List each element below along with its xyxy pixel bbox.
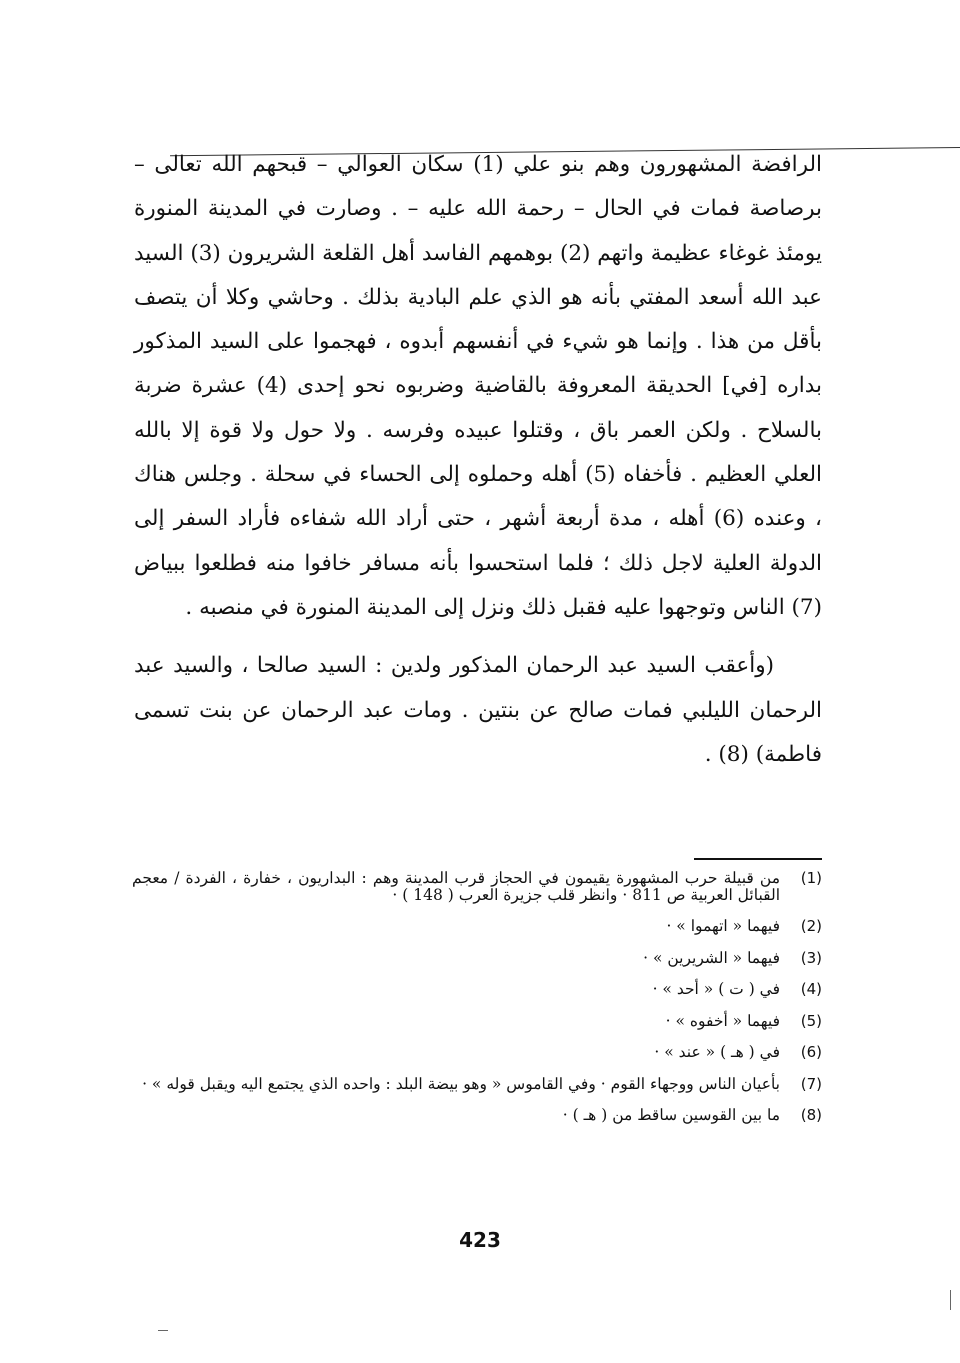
- footnote-text: بأعيان الناس ووجهاء القوم · وفي القاموس « وهو بيضة البلد : واحده الذي يجتمع اليه ويقبل قوله » ·: [142, 1074, 780, 1093]
- paragraph-1: الرافضة المشهورون وهم بنو علي (1) سكان العوالي – قبحهم الله تعالى – برصاصة فمات في الحال – رحمة الله عليه – . وصارت في المدينة المنورة يومئذ غوغاء عظيمة واتهم (2) بوهمهم الفاسد أهل القلعة الشريرون (3) السيد عبد الله أسعد المفتي بأنه هو الذي علم البادية بذلك . وحاشي وكلا أن يتصف بأقل من هذا . وإنما هو شيء في أنفسهم أبدوه ، فهجموا على السيد المذكور بداره [في] الحديقة المعروفة بالقاضية وضربوه نحو إحدى (4) عشرة ضربة بالسلاح . ولكن العمر باق ، وقتلوا عبيده وفرسه . ولا حول ولا قوة إلا بالله العلي العظيم . فأخفاه (5) أهله وحملوه إلى الحساء في سحلة . وجلس هناك ، وعنده (6) أهله ، مدة أربعة أشهر ، حتى أراد الله شفاءه فأراد السفر إلى الدولة العلية لاجل ذلك ؛ فلما استحسوا بأنه مسافر خافوا منه فطلعوا ببياض (7) الناس وتوجهوا عليه فقبل ذلك ونزل إلى المدينة المنورة في منصبه .: [134, 152, 822, 620]
- footnote-6: [132, 1044, 822, 1061]
- paragraph-2: (وأعقب السيد عبد الرحمان المذكور ولدين : السيد صالحا ، والسيد عبد الرحمان الليلبي فمات صالح عن بنتين . ومات عبد الرحمان عن بنت تسمى فاطمة) (8) .: [134, 653, 822, 767]
- scan-edge-mark: [950, 1290, 951, 1310]
- footnote-separator: [694, 858, 822, 860]
- footnote-text: فيهما « اتهموا » ·: [666, 917, 780, 935]
- footnote-2: [132, 918, 822, 935]
- footnote-5: [132, 1013, 822, 1030]
- scan-edge-mark: [158, 1330, 168, 1331]
- footnote-number: (3): [800, 948, 822, 967]
- footnote-number: (2): [800, 917, 822, 935]
- footnote-4: [132, 981, 822, 998]
- footnote-text: في ( ت ) « أحد » ·: [652, 980, 780, 998]
- footnote-text: من قبيلة حرب المشهورة يقيمون في الحجاز قرب المدينة وهم : البداريون ، خفارة ، الفردة / معجم القبائل العربية ص 811 · وانظر قلب جزيرة العرب ( 148 ) ·: [132, 869, 780, 904]
- footnote-text: في ( هـ ) « عند » ·: [654, 1043, 780, 1061]
- footnote-number: (4): [800, 980, 822, 998]
- main-text-body: [134, 143, 822, 777]
- footnote-number: (6): [800, 1043, 822, 1061]
- footnote-text: فيهما « الشريرين » ·: [643, 948, 780, 967]
- footnote-number: (5): [800, 1011, 822, 1030]
- footnote-text: ما بين القوسين ساقط من ( هـ ) ·: [562, 1106, 780, 1124]
- footnote-number: (1): [800, 869, 822, 887]
- footnote-number: (8): [800, 1106, 822, 1124]
- footnote-8: [132, 1107, 822, 1124]
- footnote-text: فيهما « أخفوه » ·: [665, 1011, 780, 1030]
- footnote-3: [132, 950, 822, 967]
- footnote-1: [132, 870, 822, 903]
- footnote-number: (7): [800, 1074, 822, 1093]
- footnote-7: [132, 1076, 822, 1093]
- footnotes-section: [132, 870, 822, 1139]
- page-number: 423: [459, 1228, 501, 1252]
